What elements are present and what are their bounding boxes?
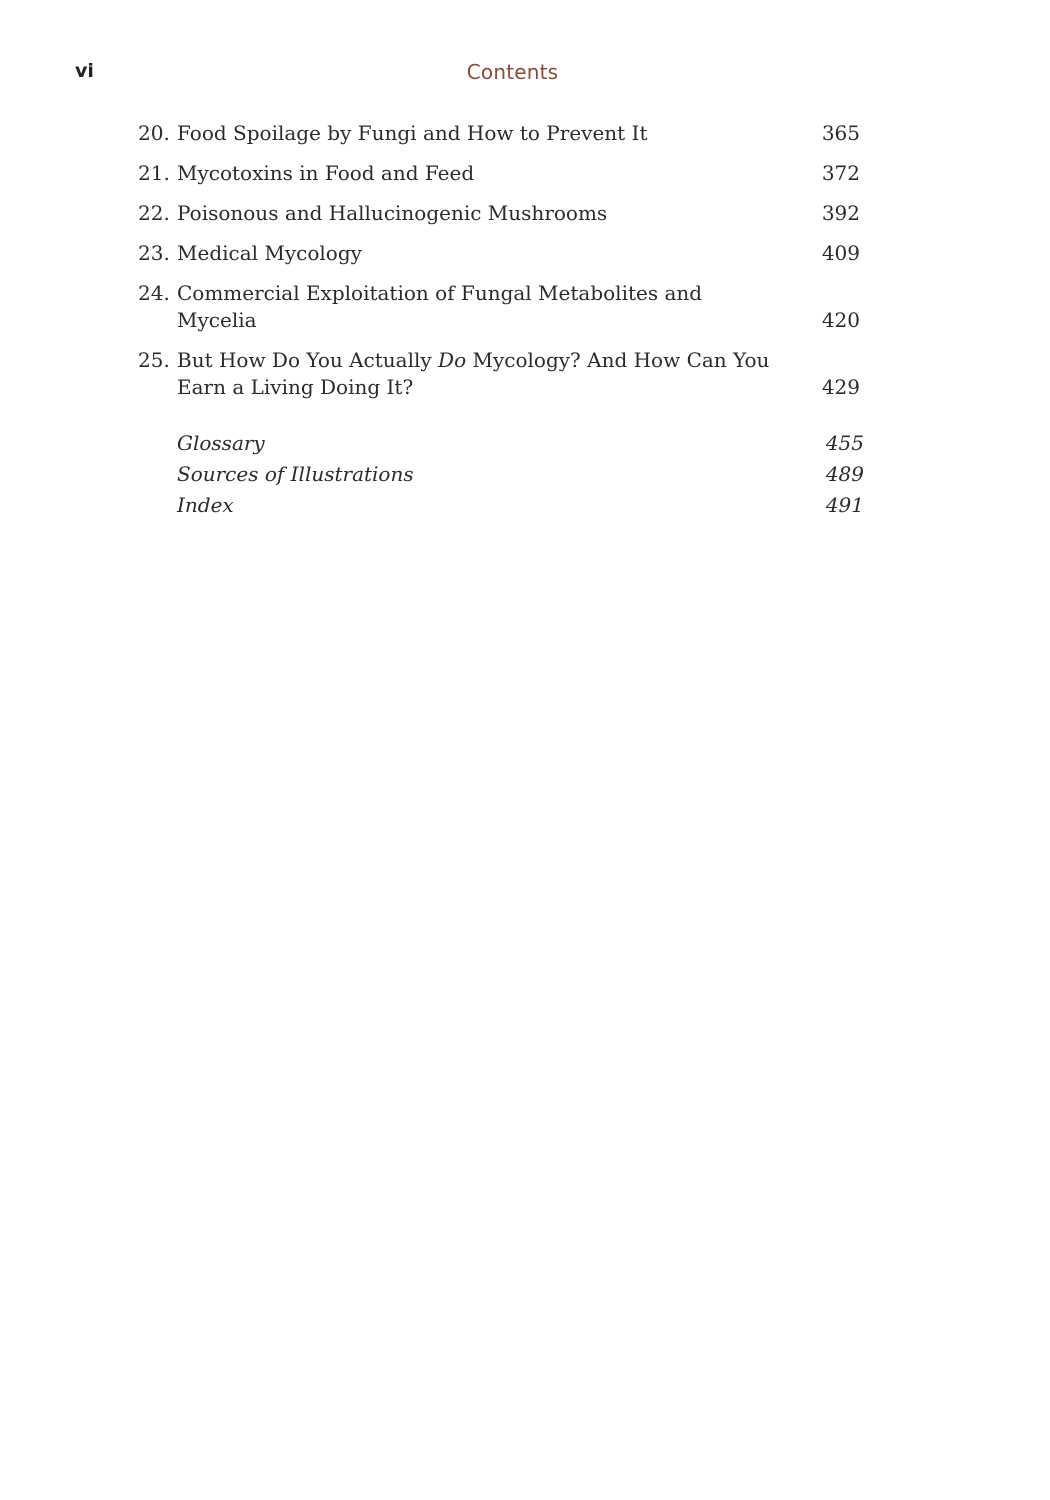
chapter-page: 372 (821, 161, 860, 185)
toc-entry-21[interactable] (138, 160, 863, 187)
toc-entry-23[interactable] (138, 240, 863, 267)
chapter-number: 20. (138, 121, 170, 145)
back-matter-title: Index (177, 493, 234, 517)
back-matter-entry-glossary[interactable] (177, 428, 864, 459)
toc-entry-20[interactable] (138, 120, 863, 147)
back-matter-entry-sources[interactable] (177, 459, 864, 490)
chapter-number: 24. (138, 281, 170, 305)
chapter-page: 365 (821, 121, 860, 145)
back-matter-entry-index[interactable] (177, 490, 864, 521)
chapter-title-emphasis: Do (438, 348, 467, 372)
toc-entry-22[interactable] (138, 200, 863, 227)
chapter-title: Food Spoilage by Fungi and How to Prevent It (177, 121, 648, 145)
table-of-contents (138, 120, 863, 414)
chapter-number: 23. (138, 241, 170, 265)
toc-entry-25[interactable] (138, 347, 863, 401)
chapter-title-part: Mycology? And How Can You Earn a Living Doing It? (177, 348, 770, 399)
chapter-page: 429 (821, 375, 860, 399)
running-head: Contents (466, 60, 559, 84)
chapter-number: 21. (138, 161, 170, 185)
back-matter-title: Glossary (177, 431, 265, 455)
chapter-page: 409 (821, 241, 860, 265)
back-matter-title: Sources of Illustrations (177, 462, 414, 486)
chapter-title: Poisonous and Hallucinogenic Mushrooms (177, 201, 608, 225)
toc-entry-24[interactable] (138, 280, 863, 334)
chapter-page: 420 (821, 308, 860, 332)
chapter-title-part: But How Do You Actually (177, 348, 439, 372)
back-matter-page: 455 (825, 431, 864, 455)
chapter-title: Mycotoxins in Food and Feed (177, 161, 475, 185)
chapter-title: Medical Mycology (177, 241, 362, 265)
chapter-title: Commercial Exploitation of Fungal Metabolites and Mycelia (177, 281, 703, 332)
chapter-number: 25. (138, 348, 170, 372)
chapter-title (177, 347, 810, 401)
back-matter-list (177, 428, 864, 521)
back-matter-page: 489 (825, 462, 864, 486)
back-matter-page: 491 (825, 493, 864, 517)
chapter-number: 22. (138, 201, 170, 225)
chapter-page: 392 (821, 201, 860, 225)
page-number: vi (75, 60, 94, 82)
